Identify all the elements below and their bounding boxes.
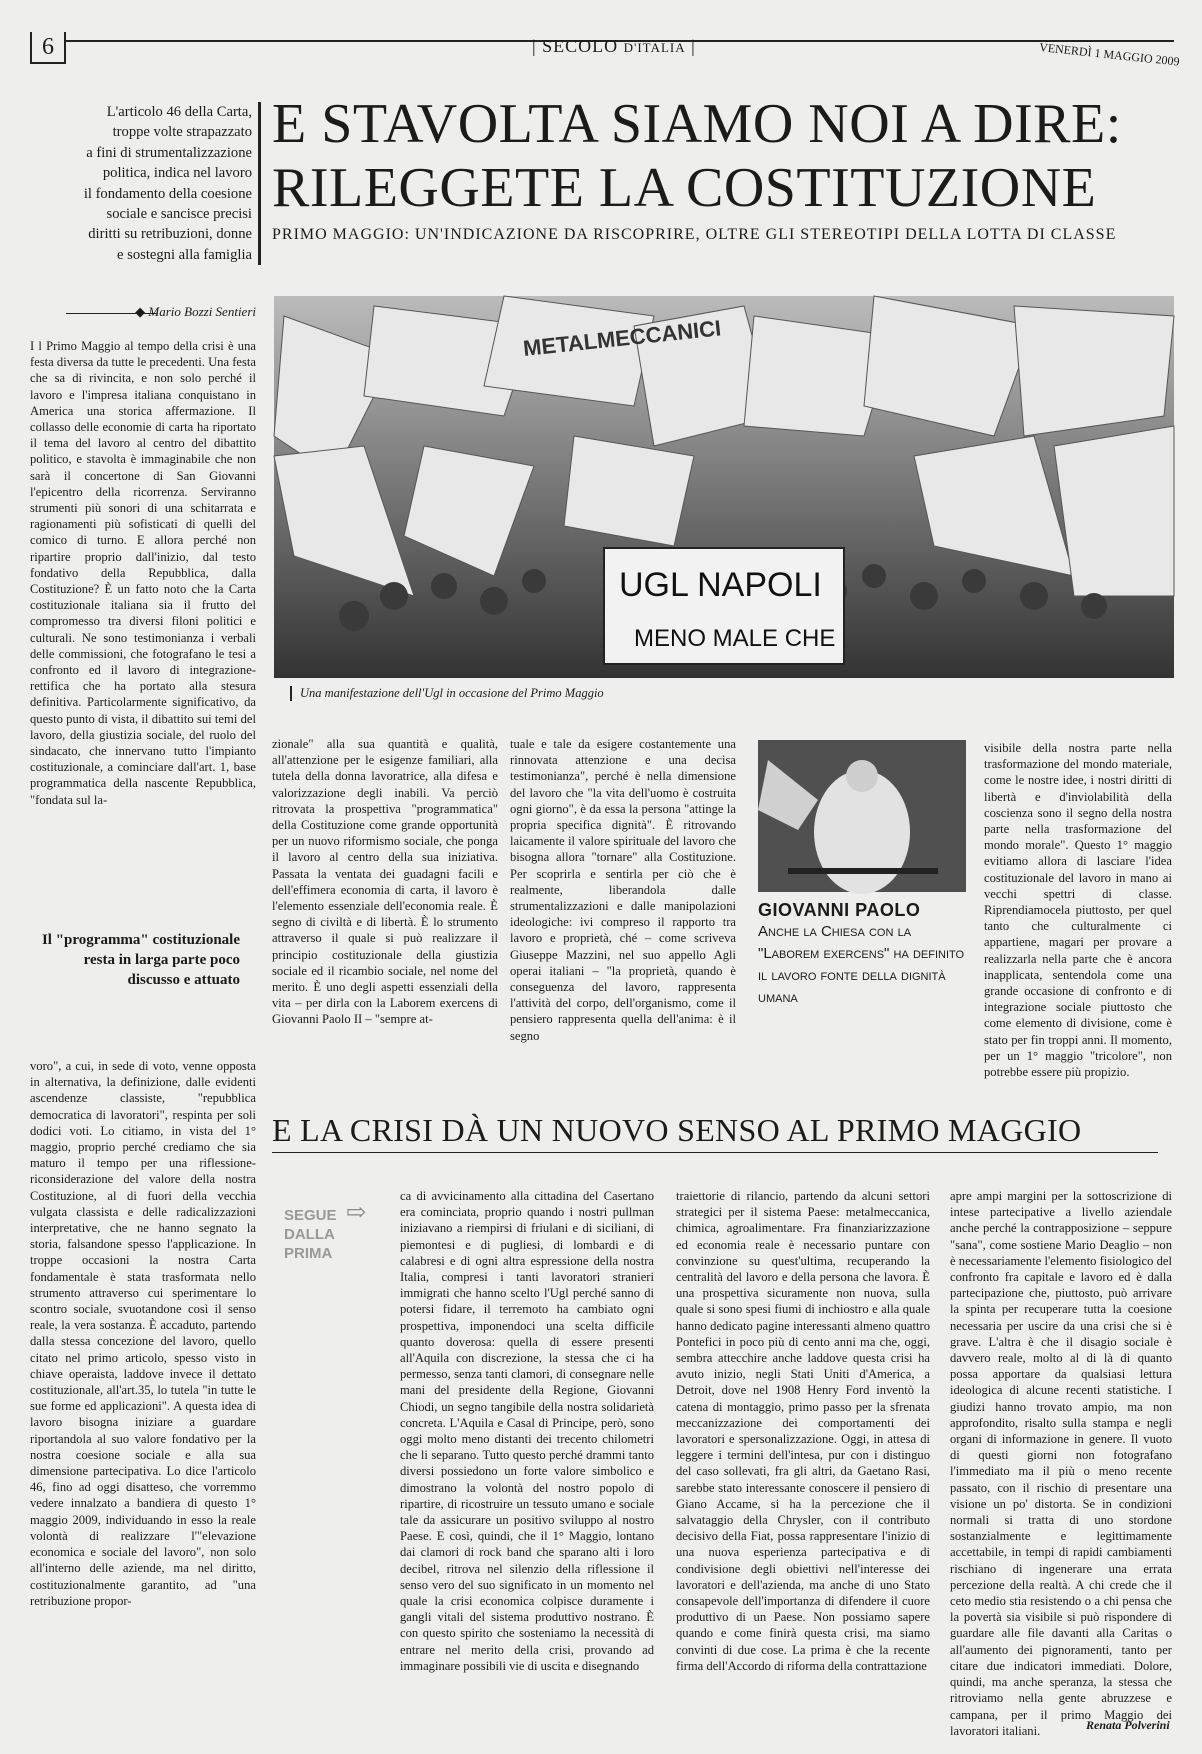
segue-line: PRIMA: [284, 1245, 333, 1262]
summary-line: il fondamento della coesione: [83, 185, 252, 202]
segue-line: SEGUE: [284, 1207, 337, 1224]
article-summary: [30, 102, 261, 265]
summary-line: e sostegni alla famiglia: [117, 246, 252, 263]
segue-dalla-prima: [284, 1206, 337, 1263]
author-name: Mario Bozzi Sentieri: [148, 304, 256, 319]
article1-column-2: zionale" alla sua quantità e qualità, all'attenzione per le esigenze familiari, alla tutela della donna lavoratrice, alla difesa e valorizzazione degli inabili. Va perciò ritrovata la prospettiva "programmatica" della Costituzione come grande opportunità per un nuovo riformismo sociale, che ponga il lavoro al centro della sua iniziativa. Passata la ventata dei guadagni facili e dell'effimera economia di carta, il lavoro è l'elemento essenziale dell'economia reale. È segno di civiltà e di libertà. È lo strumento attraverso il quale si può realizzare il principio costituzionale della giustizia sociale ed il ricambio sociale, nel nome del merito. È uno degli aspetti essenziali della vita – per dirla con la Laborem exercens di Giovanni Paolo II – "sempre at-: [272, 737, 498, 1027]
second-headline: E LA CRISI DÀ UN NUOVO SENSO AL PRIMO MAGGIO: [272, 1112, 1082, 1148]
masthead: | SECOLO D'ITALIA |: [532, 36, 696, 56]
headline-line-1: E STAVOLTA SIAMO NOI A DIRE:: [272, 93, 1122, 155]
pope-photo: [758, 740, 966, 892]
masthead-name: SECOLO: [542, 36, 619, 56]
sign-line-2: MENO MALE CHE: [634, 625, 836, 652]
sign-line-1: UGL NAPOLI: [619, 566, 822, 604]
sidebar-title: GIOVANNI PAOLO: [758, 900, 921, 920]
demonstration-photo: [274, 296, 1174, 678]
byline: ◆ Mario Bozzi Sentieri: [60, 304, 256, 320]
article1-column-3: tuale e tale da esigere costantemente una rinnovata attenzione e una decisa testimonianza", perché è nella dimensione del lavoro che "la vita dell'uomo è costruita ogni giorno", è da essa la persona "attinge la propria specifica dignità". È ritrovando laicamente il valore spirituale del lavoro che bisogna allora "tornare" alla Costituzione. Per scoprirla e sentirla per ciò che è realmente, liberandola dalle strumentalizzazioni e dalle manipolazioni ideologiche: ivi compreso il rapporto tra lavoro e proprietà, ché – come scriveva Giuseppe Mazzini, nel suo appello Agli operai italiani – "la proprietà, quando è conseguenza del lavoro, rappresenta l'attività del corpo, dell'organismo, come il pensiero rappresenta quella dell'anima: è il segno: [510, 737, 736, 1043]
sidebar-text: Anche la Chiesa con la "Laborem exercens" ha definito il lavoro fonte della dignità umana: [758, 923, 965, 1006]
article2-column-3: apre ampi margini per la sottoscrizione di intese partecipative a livello aziendale anche perché la contrapposizione – seppure "sana", come sostiene Mario Deaglio – non è necessariamente l'elemento fisiologico del confronto fra capitale e lavoro ed è dalla partecipazione che, piuttosto, può arrivare la spinta per recuperare tutta la coesione necessaria per uscire da una crisi che si è grave. L'altra è che il disagio sociale è davvero reale, molto al di là di quanto possa apportare da qualsiasi lettura ideologica di alcune recenti statistiche. I giudizi hanno trovato ampio, ma non approfondito, risalto sulla stampa e negli organi di informazione in genere. Il vuoto di questi giorni non fotografano l'immediato ma il più o meno recente passato, con il rischio di presentare una visione un po' distorta. Se in condizioni normali si tratta di uno stordone sostanzialmente e legittimamente accettabile, in tempi di rapidi cambiamenti rischiano di ingenerare una errata percezione della realtà. A chi crede che il ceto medio stia resistendo o a chi pensa che la povertà sia visibile si può rispondere di guardare alle file davanti alla Caritas o all'aumento dei pignoramenti, tanto per citare due indicatori immediati. Dolore, quindi, ma anche speranza, la stessa che ritroviamo nella gente abruzzese e campana, per il primo Maggio dei lavoratori italiani.: [950, 1189, 1172, 1738]
headline-line-2: RILEGGETE LA COSTITUZIONE: [272, 157, 1097, 219]
pull-quote: Il "programma" costituzionale resta in larga parte poco discusso e attuato: [41, 932, 240, 988]
main-headline: [272, 92, 1122, 220]
page-number: 6: [30, 32, 66, 64]
arrow-right-icon: ⇨: [346, 1200, 367, 1226]
second-headline-rule: [272, 1152, 1158, 1153]
summary-line: diritti su retribuzioni, donne: [88, 226, 252, 243]
article1-column-1-bottom: voro", a cui, in sede di voto, venne opposta in alternativa, la definizione, dalle evidenti ascendenze classiste, "repubblica democratica di lavoratori", respinta per soli dodici voti. Lo citiamo, in vista del 1° maggio, proprio perché crediamo che sia maturo il tempo per una riflessione-riconsiderazione del valore della nostra Costituzione, al di fuori della vecchia vulgata classista e delle radicalizzazioni interpretative, che ne hanno segnato la storia, falsandone spesso l'applicazione. In troppe occasioni la nostra Carta fondamentale è stata trasformata nello strumento attraverso cui sperimentare lo scontro sociale, svuotandone così il senso reale, la vera sostanza. È accaduto, partendo dalla stessa concezione del lavoro, quello citato nel primo articolo, spesso visto in chiave operaista, laddove invece il dettato costituzionale, all'art.35, lo tutela "in tutte le sue forme ed applicazioni". A questa idea di lavoro bisogna iniziare a guardare riportandola al suo valore fondativo per la nostra coesione sociale e alla sua dimensione partecipativa. Lo dice l'articolo 46, fino ad oggi disatteso, che vorremmo vedere innalzato a bandiera di questo 1° maggio 2009, individuando in esso la reale volontà di realizzare l'"elevazione economica e sociale del lavoro", non solo all'interno delle aziende, ma nel diritto, costituzionalmente garantito, ad "una retribuzione propor-: [30, 1059, 256, 1608]
article2-column-1: ca di avvicinamento alla cittadina del Casertano era cominciata, proprio quando i nostri pullman iniziavano a riempirsi di friulani e di siciliani, di piemontesi e di pugliesi, di lombardi e di calabresi e di ogni altra espressione della nostra Italia, compresi i tanti lavoratori stranieri immigrati che hanno scelto l'Ugl perché sanno di potersi fidare, il terremoto ha cambiato ogni prospettiva, imponendoci una scelta difficile quanto doverosa: quella di essere presenti all'Aquila con discrezione, la stessa che ci ha permesso, senza tanti clamori, di consegnare nelle mani del presidente della Regione, Giovanni Chiodi, un segno tangibile della nostra solidarietà concreta. L'Aquila e Casal di Principe, però, sono oggi molto meno distanti dei trecento chilometri che li separano. Tutto questo perché drammi tanto diversi possiedono un forte valore simbolico e dimostrano la volontà del nostro popolo di ripartire, di ricostruire un tessuto umano e sociale tale da assicurare un positivo sviluppo al nostro Paese. E così, quindi, che il 1° Maggio, lontano dai clamori di rock band che sparano alti i loro decibel, ritrova nel silenzio della riflessione il senso vero del suo significato in un momento nel quale la crisi economica colpisce duramente i gangli vitali del sistema produttivo nostrano. È con questo spirito che sosteniamo la necessità di entrare nel merito della crisi, provando ad immaginare possibili vie di uscita e disegnando: [400, 1189, 654, 1673]
banner-text: METALMECCANICI: [521, 315, 723, 361]
pope-figure: [758, 740, 966, 892]
photo-caption: Una manifestazione dell'Ugl in occasione del Primo Maggio: [290, 686, 604, 701]
issue-date: VENERDÌ 1 MAGGIO 2009: [1038, 40, 1181, 69]
summary-line: sociale e sancisce precisi: [106, 206, 252, 223]
article1-column-4: visibile della nostra parte nella trasformazione del mondo materiale, come le nostre idee, i nostri diritti di libertà e d'inviolabilità della coscienza sono il segno della nostra parte nella trasformazione del mondo morale". Questo 1° maggio evitiamo allora di lasciare l'idea costituzionale del lavoro in mano ai vecchi spettri di classe. Riprendiamocela piuttosto, per quel tanto che culturalmente ci appartiene, magari per provare a realizzarla nella parte che è ancora inapplicata, sentendola come una grande occasione di confronto e di integrazione sociale piuttosto che come elemento di divisione, come è stato per fin troppi anni. Il momento, per un 1° maggio "tricolore", non potrebbe essere più propizio.: [984, 741, 1172, 1080]
subheadline: PRIMO MAGGIO: UN'INDICAZIONE DA RISCOPRIRE, OLTRE GLI STEREOTIPI DELLA LOTTA DI CLASSE: [272, 226, 1117, 243]
segue-line: DALLA: [284, 1226, 335, 1243]
photo-illustration: [274, 296, 1174, 678]
summary-line: politica, indica nel lavoro: [102, 165, 252, 182]
summary-line: L'articolo 46 della Carta,: [106, 104, 252, 120]
sidebar-box: [758, 740, 966, 1040]
article1-column-1-top: I l Primo Maggio al tempo della crisi è una festa diversa da tutte le precedenti. Una festa che sa di rivincita, e non solo perché il lavoro e l'impresa italiana conquistano in America una storica affermazione. Il collasso delle economie di carta ha riportato il tema del lavoro al centro del dibattito politico, e stavolta è immaginabile che non sarà il concertone di San Giovanni l'epicentro della ricorrenza. Serviranno strumenti più sonori di una schitarrata e ragionamenti più sofisticati di quelli del comico di turno. E allora perché non ripartire proprio dall'inizio, dal testo fondativo della Repubblica, dalla Costituzione? È un fatto noto che la Carta costituzionale italiana sia il frutto del compromesso tra diversi filoni politici e culturali. Ne sono testimonianza i verbali delle commissioni, che fotografano le tesi a confronto ed il lavoro di integrazione-rettifica che ha portato alla stesura definitiva. Particolarmente significativo, da questo punto di vista, il dibattito sui temi del lavoro, della giustizia sociale, del ruolo del sindacato, che innervano tutto l'impianto costituzionale, a cominciare dall'art. 1, base programmatica della nascente Repubblica, "fondata sul la-: [30, 339, 256, 807]
masthead-suffix: D'ITALIA: [623, 40, 686, 55]
signature: Renata Polverini: [1086, 1718, 1170, 1732]
summary-line: troppe volte strapazzato: [112, 124, 252, 141]
article2-column-2: traiettorie di rilancio, partendo da alcuni settori strategici per il sistema Paese: metalmeccanica, chimica, agroalimentare. Fra finanziarizzazione ed economia reale è necessario puntare con convinzione su quest'ultima, recuperando la centralità del lavoro e della persona che lavora. È una prospettiva sicuramente non nuova, sulla quale si sono spesi fiumi di inchiostro e alla quale hanno dedicato pagine interessanti almeno quattro Pontefici in poco più di cento anni ma che, oggi, sembra attecchire anche laddove questa crisi ha avuto inizio, negli Stati Uniti d'America, a Detroit, dove nel 1908 Henry Ford inventò la catena di montaggio, primo passo per la sfrenata meccanizzazione dei comportamenti dei lavoratori e spersonalizzazione. Oggi, in attesa di leggere i termini dell'intesa, pur con i distinguo del caso sollevati, fra gli altri, da Gaetano Rasi, sarebbe stato interessante conoscere il pensiero di Giano Accame, si ha la percezione che il salvataggio della Chrysler, con il contributo decisivo della Fiat, possa rappresentare l'inizio di una nuova esperienza partecipativa e di condivisione degli obiettivi nell'interesse dei lavoratori e dell'azienda, ma anche di uno Stato consapevole dell'importanza di difendere il cuore produttivo di un Paese. Non possiamo sapere quando e come finirà questa crisi, ma siamo convinti di due cose. La prima è che la recente firma dell'Accordo di riforma della contrattazione: [676, 1189, 930, 1673]
summary-line: a fini di strumentalizzazione: [86, 144, 252, 161]
